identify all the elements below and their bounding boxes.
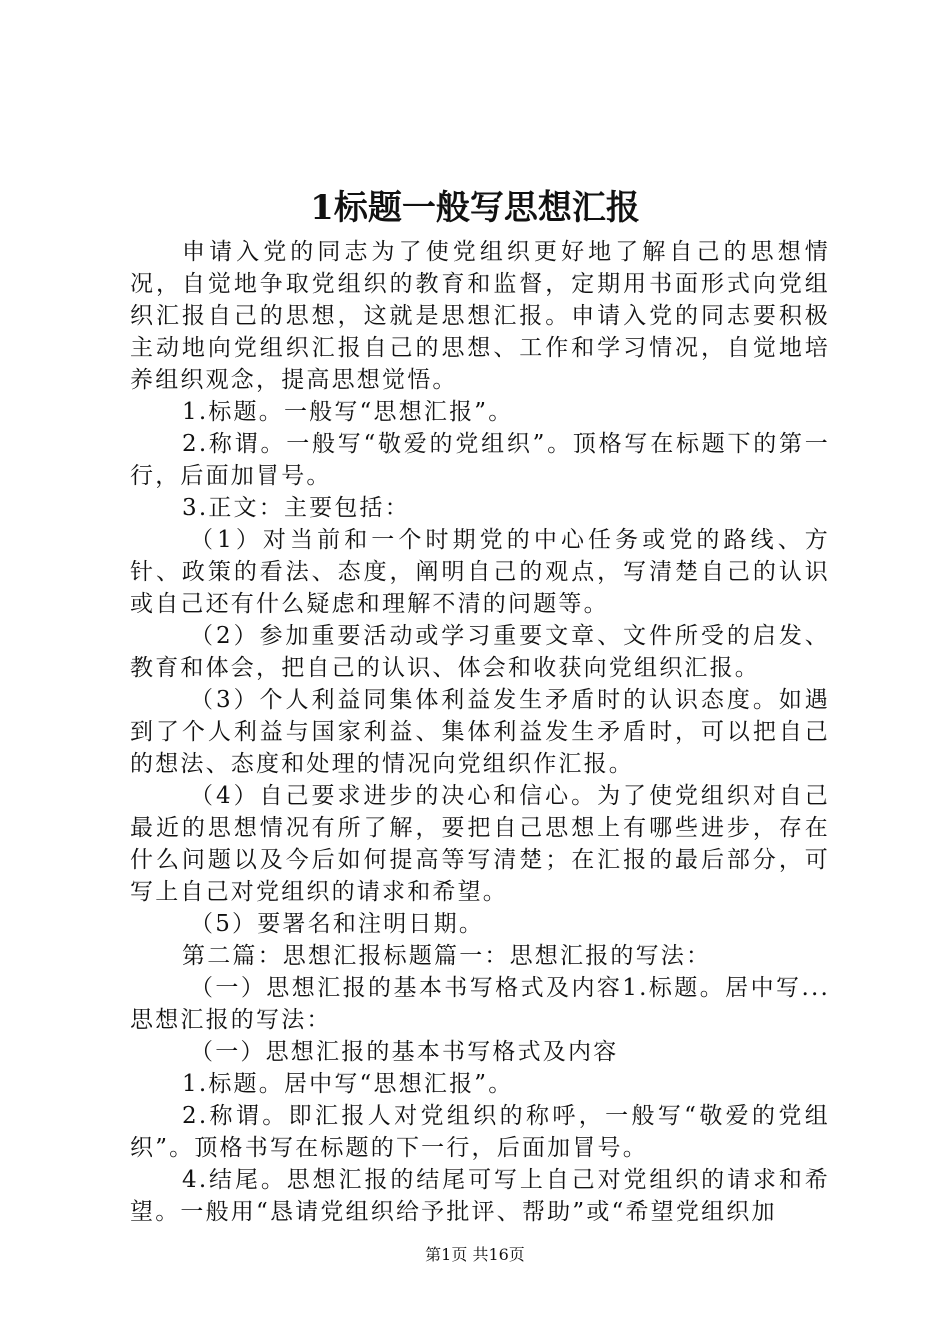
paragraph-body-rule: 3.正文：主要包括：	[182, 495, 410, 521]
paragraph-title-rule: 1.标题。一般写“思想汇报”。	[182, 399, 514, 425]
paragraph-item-1: （1）对当前和一个时期党的中心任务或党的路线、方针、政策的看法、态度，阐明自己的观点，写清楚自己的认识或自己还有什么疑虑和理解不清的问题等。	[130, 527, 830, 617]
paragraph-item-5: （5）要署名和注明日期。	[190, 911, 485, 937]
paragraph-salutation-rule: 2.称谓。一般写“敬爱的党组织”。顶格写在标题下的第一行，后面加冒号。	[130, 431, 830, 489]
paragraph-item-3: （3）个人利益同集体利益发生矛盾时的认识态度。如遇到了个人利益与国家利益、集体利益发生矛盾时，可以把自己的想法、态度和处理的情况向党组织作汇报。	[130, 687, 830, 777]
paragraph-format-summary: （一）思想汇报的基本书写格式及内容1.标题。居中写...思想汇报的写法：	[130, 975, 830, 1033]
paragraph-format-ending: 4.结尾。思想汇报的结尾可写上自己对党组织的请求和希望。一般用“恳请党组织给予批评、帮助”或“希望党组织加	[130, 1167, 830, 1225]
paragraph-section-two: 第二篇：思想汇报标题篇一：思想汇报的写法：	[182, 943, 712, 969]
paragraph-item-2: （2）参加重要活动或学习重要文章、文件所受的启发、教育和体会，把自己的认识、体会和收获向党组织汇报。	[130, 623, 830, 681]
paragraph-intro: 申请入党的同志为了使党组织更好地了解自己的思想情况，自觉地争取党组织的教育和监督，定期用书面形式向党组织汇报自己的思想，这就是思想汇报。申请入党的同志要积极主动地向党组织汇报自己的思想、工作和学习情况，自觉地培养组织观念，提高思想觉悟。	[130, 239, 830, 393]
page-number-footer: 第1页 共16页	[425, 1245, 525, 1264]
paragraph-format-title: 1.标题。居中写“思想汇报”。	[182, 1071, 514, 1097]
paragraph-item-4: （4）自己要求进步的决心和信心。为了使党组织对自己最近的思想情况有所了解，要把自己思想上有哪些进步，存在什么问题以及今后如何提高等写清楚；在汇报的最后部分，可写上自己对党组织的请求和希望。	[130, 783, 830, 905]
document-body	[130, 236, 830, 1228]
paragraph-format-salutation: 2.称谓。即汇报人对党组织的称呼，一般写“敬爱的党组织”。顶格书写在标题的下一行，后面加冒号。	[130, 1103, 830, 1161]
document-title: 1标题一般写思想汇报	[310, 188, 640, 228]
paragraph-format-heading: （一）思想汇报的基本书写格式及内容	[190, 1039, 619, 1065]
